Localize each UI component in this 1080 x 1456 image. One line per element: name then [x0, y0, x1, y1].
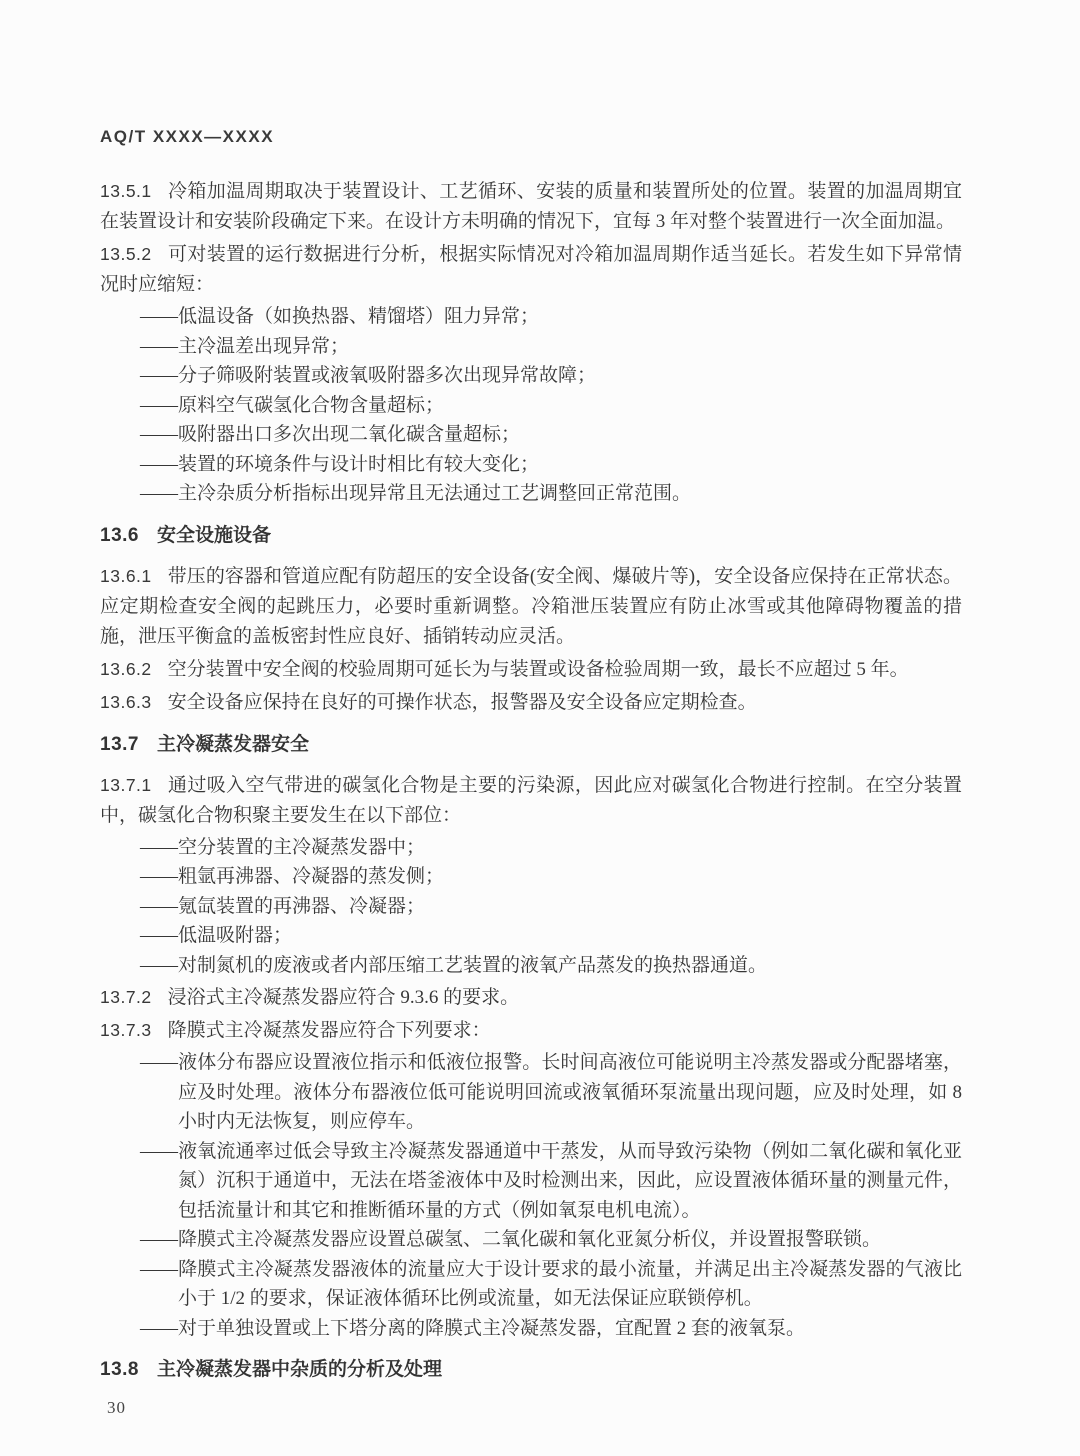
falling-film-requirements-list: [100, 1048, 962, 1343]
clause-13-7-1: [100, 770, 962, 831]
clause-13-5-2: [100, 239, 962, 300]
list-item: ——对制氮机的废液或者内部压缩工艺装置的液氧产品蒸发的换热器通道。: [140, 954, 768, 976]
list-item: ——氪氙装置的再沸器、冷凝器；: [140, 895, 426, 917]
list-item: ——降膜式主冷凝蒸发器液体的流量应大于设计要求的最小流量，并满足出主冷凝蒸发器的气液比小于 1/2 的要求，保证液体循环比例或流量，如无法保证应联锁停机。: [140, 1258, 962, 1309]
section-heading-13-8: [100, 1357, 962, 1383]
list-item: ——低温设备（如换热器、精馏塔）阻力异常；: [140, 306, 540, 327]
clause-number: 13.7.2: [100, 987, 152, 1007]
list-item: ——液体分布器应设置液位指示和低液位报警。长时间高液位可能说明主冷蒸发器或分配器堵塞，应及时处理。液体分布器液位低可能说明回流或液氧循环泵流量出现问题，应及时处理，如 8 小时内无法恢复，则应停车。: [140, 1052, 962, 1132]
clause-13-7-3: [100, 1015, 962, 1046]
clause-13-6-1: [100, 561, 962, 652]
abnormal-conditions-list: [100, 302, 962, 509]
list-item: ——原料空气碳氢化合物含量超标；: [140, 394, 445, 416]
page-number: 30: [107, 1398, 126, 1417]
clause-13-7-2: [100, 982, 962, 1013]
heading-title: 主冷凝蒸发器安全: [156, 733, 309, 755]
list-item: ——空分装置的主冷凝蒸发器中；: [140, 836, 426, 858]
clause-13-6-3: [100, 687, 962, 718]
clause-number: 13.6.3: [100, 691, 152, 712]
heading-number: 13.8: [100, 1359, 139, 1380]
clause-13-5-1: [100, 176, 962, 237]
clause-13-6-2: [100, 654, 962, 685]
hydrocarbon-accumulation-list: [100, 833, 962, 981]
clause-number: 13.5.1: [100, 181, 152, 201]
list-item: ——主冷杂质分析指标出现异常且无法通过工艺调整回正常范围。: [140, 483, 692, 504]
doc-code: AQ/T XXXX—XXXX: [100, 127, 275, 146]
list-item: ——吸附器出口多次出现二氧化碳含量超标；: [140, 424, 521, 445]
heading-number: 13.7: [100, 733, 139, 755]
clause-number: 13.7.3: [100, 1020, 152, 1040]
list-item: ——降膜式主冷凝蒸发器应设置总碳氢、二氧化碳和氧化亚氮分析仪，并设置报警联锁。: [140, 1229, 882, 1250]
clause-text: 空分装置中安全阀的校验周期可延长为与装置或设备检验周期一致，最长不应超过 5 年。: [167, 658, 909, 680]
clause-text: 安全设备应保持在良好的可操作状态，报警器及安全设备应定期检查。: [167, 691, 757, 713]
list-item: ——分子筛吸附装置或液氧吸附器多次出现异常故障；: [140, 365, 597, 386]
clause-number: 13.7.1: [100, 774, 152, 795]
list-item: ——主冷温差出现异常；: [140, 335, 350, 357]
heading-number: 13.6: [100, 524, 139, 546]
section-heading-13-7: [100, 732, 962, 758]
list-item: ——粗氩再沸器、冷凝器的蒸发侧；: [140, 866, 445, 887]
clause-number: 13.5.2: [100, 244, 152, 264]
clause-number: 13.6.2: [100, 658, 152, 679]
heading-title: 安全设施设备: [156, 524, 271, 546]
clause-text: 浸浴式主冷凝蒸发器应符合 9.3.6 的要求。: [167, 987, 520, 1008]
list-item: ——装置的环境条件与设计时相比有较大变化；: [140, 453, 540, 475]
list-item: ——低温吸附器；: [140, 925, 293, 946]
list-item: ——液氧流通率过低会导致主冷凝蒸发器通道中干蒸发，从而导致污染物（例如二氧化碳和氧化亚氮）沉积于通道中，无法在塔釜液体中及时检测出来，因此，应设置液体循环量的测量元件，包括流量计和其它和推断循环量的方式（例如氧泵电机电流）。: [140, 1140, 962, 1221]
section-heading-13-6: [100, 523, 962, 549]
clause-text: 冷箱加温周期取决于装置设计、工艺循环、安装的质量和装置所处的位置。装置的加温周期宜在装置设计和安装阶段确定下来。在设计方未明确的情况下，宜每 3 年对整个装置进行一次全面加温。: [100, 181, 962, 232]
list-item: ——对于单独设置或上下塔分离的降膜式主冷凝蒸发器，宜配置 2 套的液氧泵。: [140, 1317, 806, 1339]
clause-text: 带压的容器和管道应配有防超压的安全设备(安全阀、爆破片等)，安全设备应保持在正常状态。应定期检查安全阀的起跳压力，必要时重新调整。冷箱泄压装置应有防止冰雪或其他障碍物覆盖的措施，泄压平衡盒的盖板密封性应良好、插销转动应灵活。: [100, 565, 962, 647]
clause-text: 可对装置的运行数据进行分析，根据实际情况对冷箱加温周期作适当延长。若发生如下异常情况时应缩短：: [100, 244, 962, 295]
clause-text: 降膜式主冷凝蒸发器应符合下列要求：: [167, 1020, 491, 1041]
heading-title: 主冷凝蒸发器中杂质的分析及处理: [156, 1359, 442, 1380]
clause-text: 通过吸入空气带进的碳氢化合物是主要的污染源，因此应对碳氢化合物进行控制。在空分装置中，碳氢化合物积聚主要发生在以下部位：: [100, 774, 962, 826]
clause-number: 13.6.1: [100, 565, 152, 586]
